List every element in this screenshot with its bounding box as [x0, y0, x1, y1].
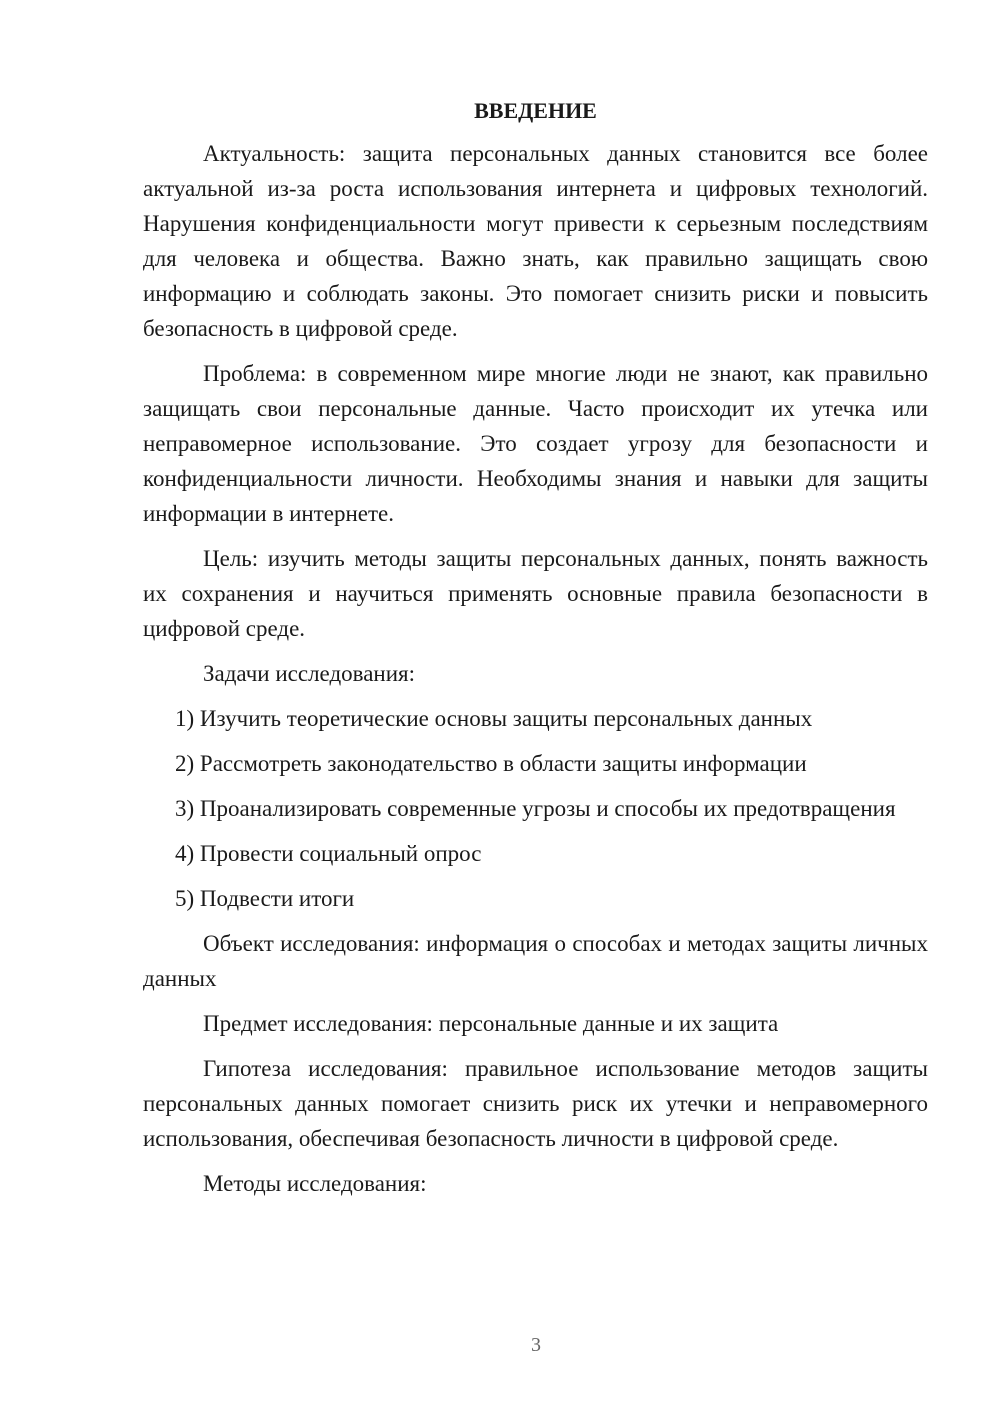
document-page	[143, 96, 928, 1211]
task-item-2: 2) Рассмотреть законодательство в области защиты информации	[175, 751, 807, 776]
task-item-5: 5) Подвести итоги	[175, 886, 355, 911]
task-item-4: 4) Провести социальный опрос	[175, 841, 482, 866]
methods-heading: Методы исследования:	[203, 1171, 427, 1196]
page-title: ВВЕДЕНИЕ	[474, 98, 597, 123]
goal-paragraph: Цель: изучить методы защиты персональных данных, понять важность их сохранения и научиться применять основные правила безопасности в цифровой среде.	[143, 546, 928, 641]
tasks-heading: Задачи исследования:	[203, 661, 416, 686]
page-number: 3	[531, 1334, 541, 1356]
problem-paragraph: Проблема: в современном мире многие люди не знают, как правильно защищать свои персональные данные. Часто происходит их утечка или неправомерное использование. Это создает угрозу для безопасности и конфиденциальности личности. Необходимы знания и навыки для защиты информации в интернете.	[143, 361, 928, 526]
task-item-1: 1) Изучить теоретические основы защиты персональных данных	[175, 706, 813, 731]
task-item-3: 3) Проанализировать современные угрозы и способы их предотвращения	[175, 796, 896, 821]
relevance-paragraph: Актуальность: защита персональных данных становится все более актуальной из-за роста использования интернета и цифровых технологий. Нарушения конфиденциальности могут привести к серьезным последствиям для человека и общества. Важно знать, как правильно защищать свою информацию и соблюдать законы. Это помогает снизить риски и повысить безопасность в цифровой среде.	[143, 141, 928, 341]
hypothesis-paragraph: Гипотеза исследования: правильное использование методов защиты персональных данных помогает снизить риск их утечки и неправомерного использования, обеспечивая безопасность личности в цифровой среде.	[143, 1056, 928, 1151]
subject-paragraph: Предмет исследования: персональные данные и их защита	[203, 1011, 779, 1036]
object-paragraph: Объект исследования: информация о способах и методах защиты личных данных	[143, 931, 928, 991]
